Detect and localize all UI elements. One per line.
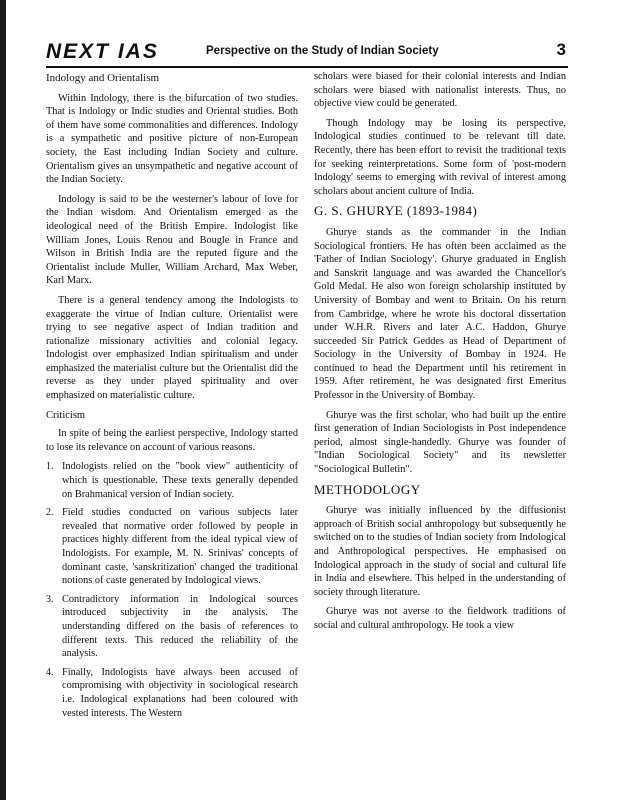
running-title: Perspective on the Study of Indian Society — [206, 45, 439, 57]
list-number: 2. — [46, 507, 54, 519]
list-item — [46, 460, 298, 501]
criticism-list — [46, 460, 298, 720]
page-number: 3 — [556, 40, 566, 59]
list-text: Indologists relied on the "book view" authenticity of which is questionable. These texts generally depended on Brahmanical version of Indian society. — [62, 461, 298, 500]
paragraph: Indology is said to be the westerner's labour of love for the Indian wisdom. And Orientalism emerged as the ideological need of the British Empire. Indologist like William Jones, Louis Renou and Bougle in France and Wilson in British India are the reputed figure and the Orientalist include Muller, William Archard, Max Weber, Karl Marx. — [46, 193, 298, 287]
page-edge-shadow — [0, 0, 6, 800]
list-text: Field studies conducted on various subjects later revealed that normative order followed by people in practices highly different from the ideal typical view of Indologists. For example, M. N. Srinivas' concepts of dominant caste, 'sanskritization' changed the traditional notions of caste generated by Indological views. — [62, 507, 298, 587]
list-text: Contradictory information in Indological sources introduced subjectivity in the analysis. The understanding differed on the basis of references to different texts. This reduced the reliability of the analysis. — [62, 593, 298, 660]
page-header — [46, 40, 566, 66]
paragraph: Ghurye was initially influenced by the diffusionist approach of British social anthropology but subsequently he switched on to the studies of Indian society from Indological and Anthropological perspectives. He emphasised on Indological approach in the study of social and cultural life in India and elsewhere. This helped in the understanding of society through literature. — [314, 505, 566, 598]
section-heading-methodology: METHODOLOGY — [314, 481, 421, 497]
paragraph: In spite of being the earliest perspective, Indology started to lose its relevance on account of various reasons. — [46, 428, 298, 453]
paragraph: scholars were biased for their colonial interests and Indian scholars were biased with nationalist interests. Thus, no objective view could be generated. — [314, 71, 566, 110]
paragraph: Within Indology, there is the bifurcation of two studies. That is Indology or Indic studies and Oriental studies. Both of them have some commonalities and differences. Indology is a sympathetic and positive picture of non-European society, the East including Indian Society and culture. Orientalism gives an unsympathetic and negative account of the Indian Society. — [46, 92, 298, 186]
list-number: 3. — [46, 593, 54, 605]
left-column — [46, 72, 298, 725]
paragraph: There is a general tendency among the Indologists to exaggerate the virtue of Indian culture. Orientalist were trying to see negative aspect of Indian tradition and rationalize missionary activities and colonial legacy. Indologist over emphasized Indian spiritualism and under emphasized the materialist culture but the Orientalist did the reverse as they under played spirituality and over emphasized on materialistic culture. — [46, 294, 298, 402]
paragraph: Though Indology may be losing its perspective, Indological studies continued to be relevant till date. Recently, there has been effort to revisit the traditional texts for seeking reinterpretations. Some form of 'post-modern Indology' seems to emerging with revival of interest among scholars about ancient culture of India. — [314, 117, 566, 197]
list-number: 1. — [46, 461, 54, 473]
list-number: 4. — [46, 666, 54, 678]
publisher-logo: NEXT IAS — [46, 40, 159, 63]
section-heading-ghurye: G. S. GHURYE (1893-1984) — [314, 203, 478, 219]
list-item — [46, 666, 298, 720]
paragraph: Ghurye was the first scholar, who had built up the entire first generation of Indian Sociologists in Post independence period, almost single-handedly. Ghurye was founder of "Indian Sociological Society" and its newsletter "Sociological Bulletin". — [314, 409, 566, 476]
header-rule — [46, 66, 568, 68]
right-column — [314, 70, 566, 639]
section-heading-criticism: Criticism — [46, 409, 86, 421]
paragraph: Ghurye stands as the commander in the Indian Sociological frontiers. He has often been acclaimed as the 'Father of Indian Sociology'. Ghurye graduated in English and Sanskrit language and was awarded the Chancellor's Gold Medal. He also won foreign scholarship instituted by University of Bombay and went to Britain. On his return from Cambridge, where he wrote his doctoral dissertation under W.H.R. Rivers and later A.C. Haddon, Ghurye succeeded Sir Patrick Geddes as Head of Department of Sociology in the University of Bombay in 1924. He continued to head the Department until his retirement in 1959. After retirement, he was designated first Emeritus Professor in the University of Bombay. — [314, 226, 566, 402]
section-heading-indology: Indology and Orientalism — [46, 72, 160, 84]
paragraph: Ghurye was not averse to the fieldwork traditions of social and cultural anthropology. He took a view — [314, 606, 566, 631]
list-item — [46, 506, 298, 588]
list-text: Finally, Indologists have always been accused of compromising with objectivity in sociological research i.e. Indological explanations had been coloured with vested interests. The Western — [62, 666, 298, 719]
list-item — [46, 593, 298, 661]
